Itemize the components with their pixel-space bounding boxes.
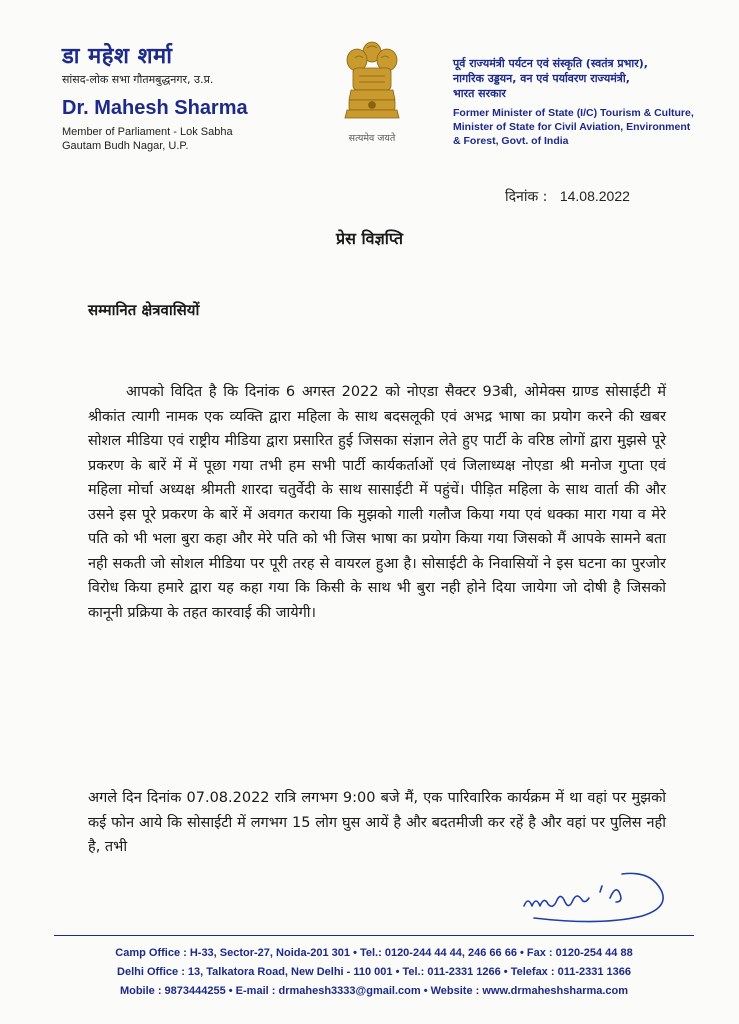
national-emblem-icon (341, 38, 403, 130)
letter-date (505, 187, 630, 206)
designation-line-2: Gautam Budh Nagar, U.P. (62, 140, 189, 152)
letterhead-footer (54, 935, 694, 1001)
national-emblem (332, 38, 412, 148)
designation-english (62, 125, 362, 153)
former-post-hindi-line-3: भारत सरकार (453, 87, 506, 100)
footer-delhi-office: Delhi Office : 13, Talkatora Road, New Delhi - 110 001 • Tel.: 011-2331 1266 • Telefax : 011-2331 1366 (117, 966, 631, 978)
former-post-english-line-3: & Forest, Govt. of India (453, 135, 569, 147)
former-post-hindi (453, 56, 723, 101)
letterhead-right (453, 56, 723, 148)
former-post-english-line-1: Former Minister of State (I/C) Tourism & Culture, (453, 107, 694, 119)
designation-line-1: Member of Parliament - Lok Sabha (62, 126, 233, 138)
former-post-english-line-2: Minister of State for Civil Aviation, Environment (453, 121, 691, 133)
designation-hindi: सांसद-लोक सभा गौतमबुद्धनगर, उ.प्र. (62, 73, 214, 86)
former-post-english (453, 106, 723, 148)
name-english: Dr. Mahesh Sharma (62, 97, 248, 119)
footer-camp-office: Camp Office : H-33, Sector-27, Noida-201 301 • Tel.: 0120-244 44 44, 246 66 66 • Fax : 0120-254 44 88 (115, 947, 633, 959)
handwritten-signature (518, 862, 688, 926)
body-paragraph-1: आपको विदित है कि दिनांक 6 अगस्त 2022 को नोएडा सैक्टर 93बी, ओमेक्स ग्राण्ड सोसाईटी में श्रीकांत त्यागी नामक एक व्यक्ति द्वारा महिला के साथ बदसलूकी एवं अभद्र भाषा का प्रयोग करने की खबर सोशल मीडिया एवं राष्ट्रीय मीडिया द्वारा प्रसारित हुई जिसका संज्ञान लेते हुए पार्टी के वरिष्ठ लोगों द्वारा मुझसे पूरे प्रकरण के बारें में में पूछा गया तभी हम सभी पार्टी कार्यकर्ताओं एवं जिलाध्यक्ष नोएडा श्री मनोज गुप्ता एवं महिला मोर्चा अध्यक्ष श्रीमती शारदा चतुर्वेदी के साथ सासाईटी में पहुंचें। पीड़ित महिला के साथ वार्ता की और उसने इस पूरे प्रकरण के बारें में अवगत कराया कि मुझको गाली गलौज किया गया एवं धक्का मारा गया व मेरे पति को भी भला बुरा कहा और मेरे पति को भी जिस भाषा का प्रयोग किया गया जिसको मैं आपके सामने बता नही सकती जो सोशल मीडिया पर पूरी तरह से वायरल हुआ है। सोसाईटी के निवासियों ने इस घटना का पुरजोर विरोध किया हमारे द्वारा यह कहा गया कि किसी के साथ भी बुरा नही होने दिया जायेगा जो दोषी है जिसको कानूनी प्रक्रिया के तहत कारवाई की जायेगी। (88, 384, 666, 621)
date-label: दिनांक : (505, 189, 548, 205)
document-title: प्रेस विज्ञप्ति (336, 229, 403, 248)
letterhead-left (62, 44, 362, 153)
former-post-hindi-line-1: पूर्व राज्यमंत्री पर्यटन एवं संस्कृति (स्वतंत्र प्रभार), (453, 57, 648, 70)
emblem-motto: सत्यमेव जयते (348, 133, 396, 144)
date-value: 14.08.2022 (559, 188, 630, 204)
name-hindi: डा महेश शर्मा (62, 44, 173, 69)
body-paragraph-2: अगले दिन दिनांक 07.08.2022 रात्रि लगभग 9:00 बजे मैं, एक पारिवारिक कार्यक्रम में था वहां पर मुझको कई फोन आये कि सोसाईटी में लगभग 15 लोग घुस आयें है और बदतमीजी कर रहें है और वहां पर पुलिस नही है, तभी (88, 790, 666, 855)
former-post-hindi-line-2: नागरिक उड्डयन, वन एवं पर्यावरण राज्यमंत्री, (453, 72, 630, 85)
footer-contact: Mobile : 9873444255 • E-mail : drmahesh3333@gmail.com • Website : www.drmaheshsharma.com (119, 985, 629, 997)
salutation: सम्मानित क्षेत्रवासियों (88, 301, 200, 319)
